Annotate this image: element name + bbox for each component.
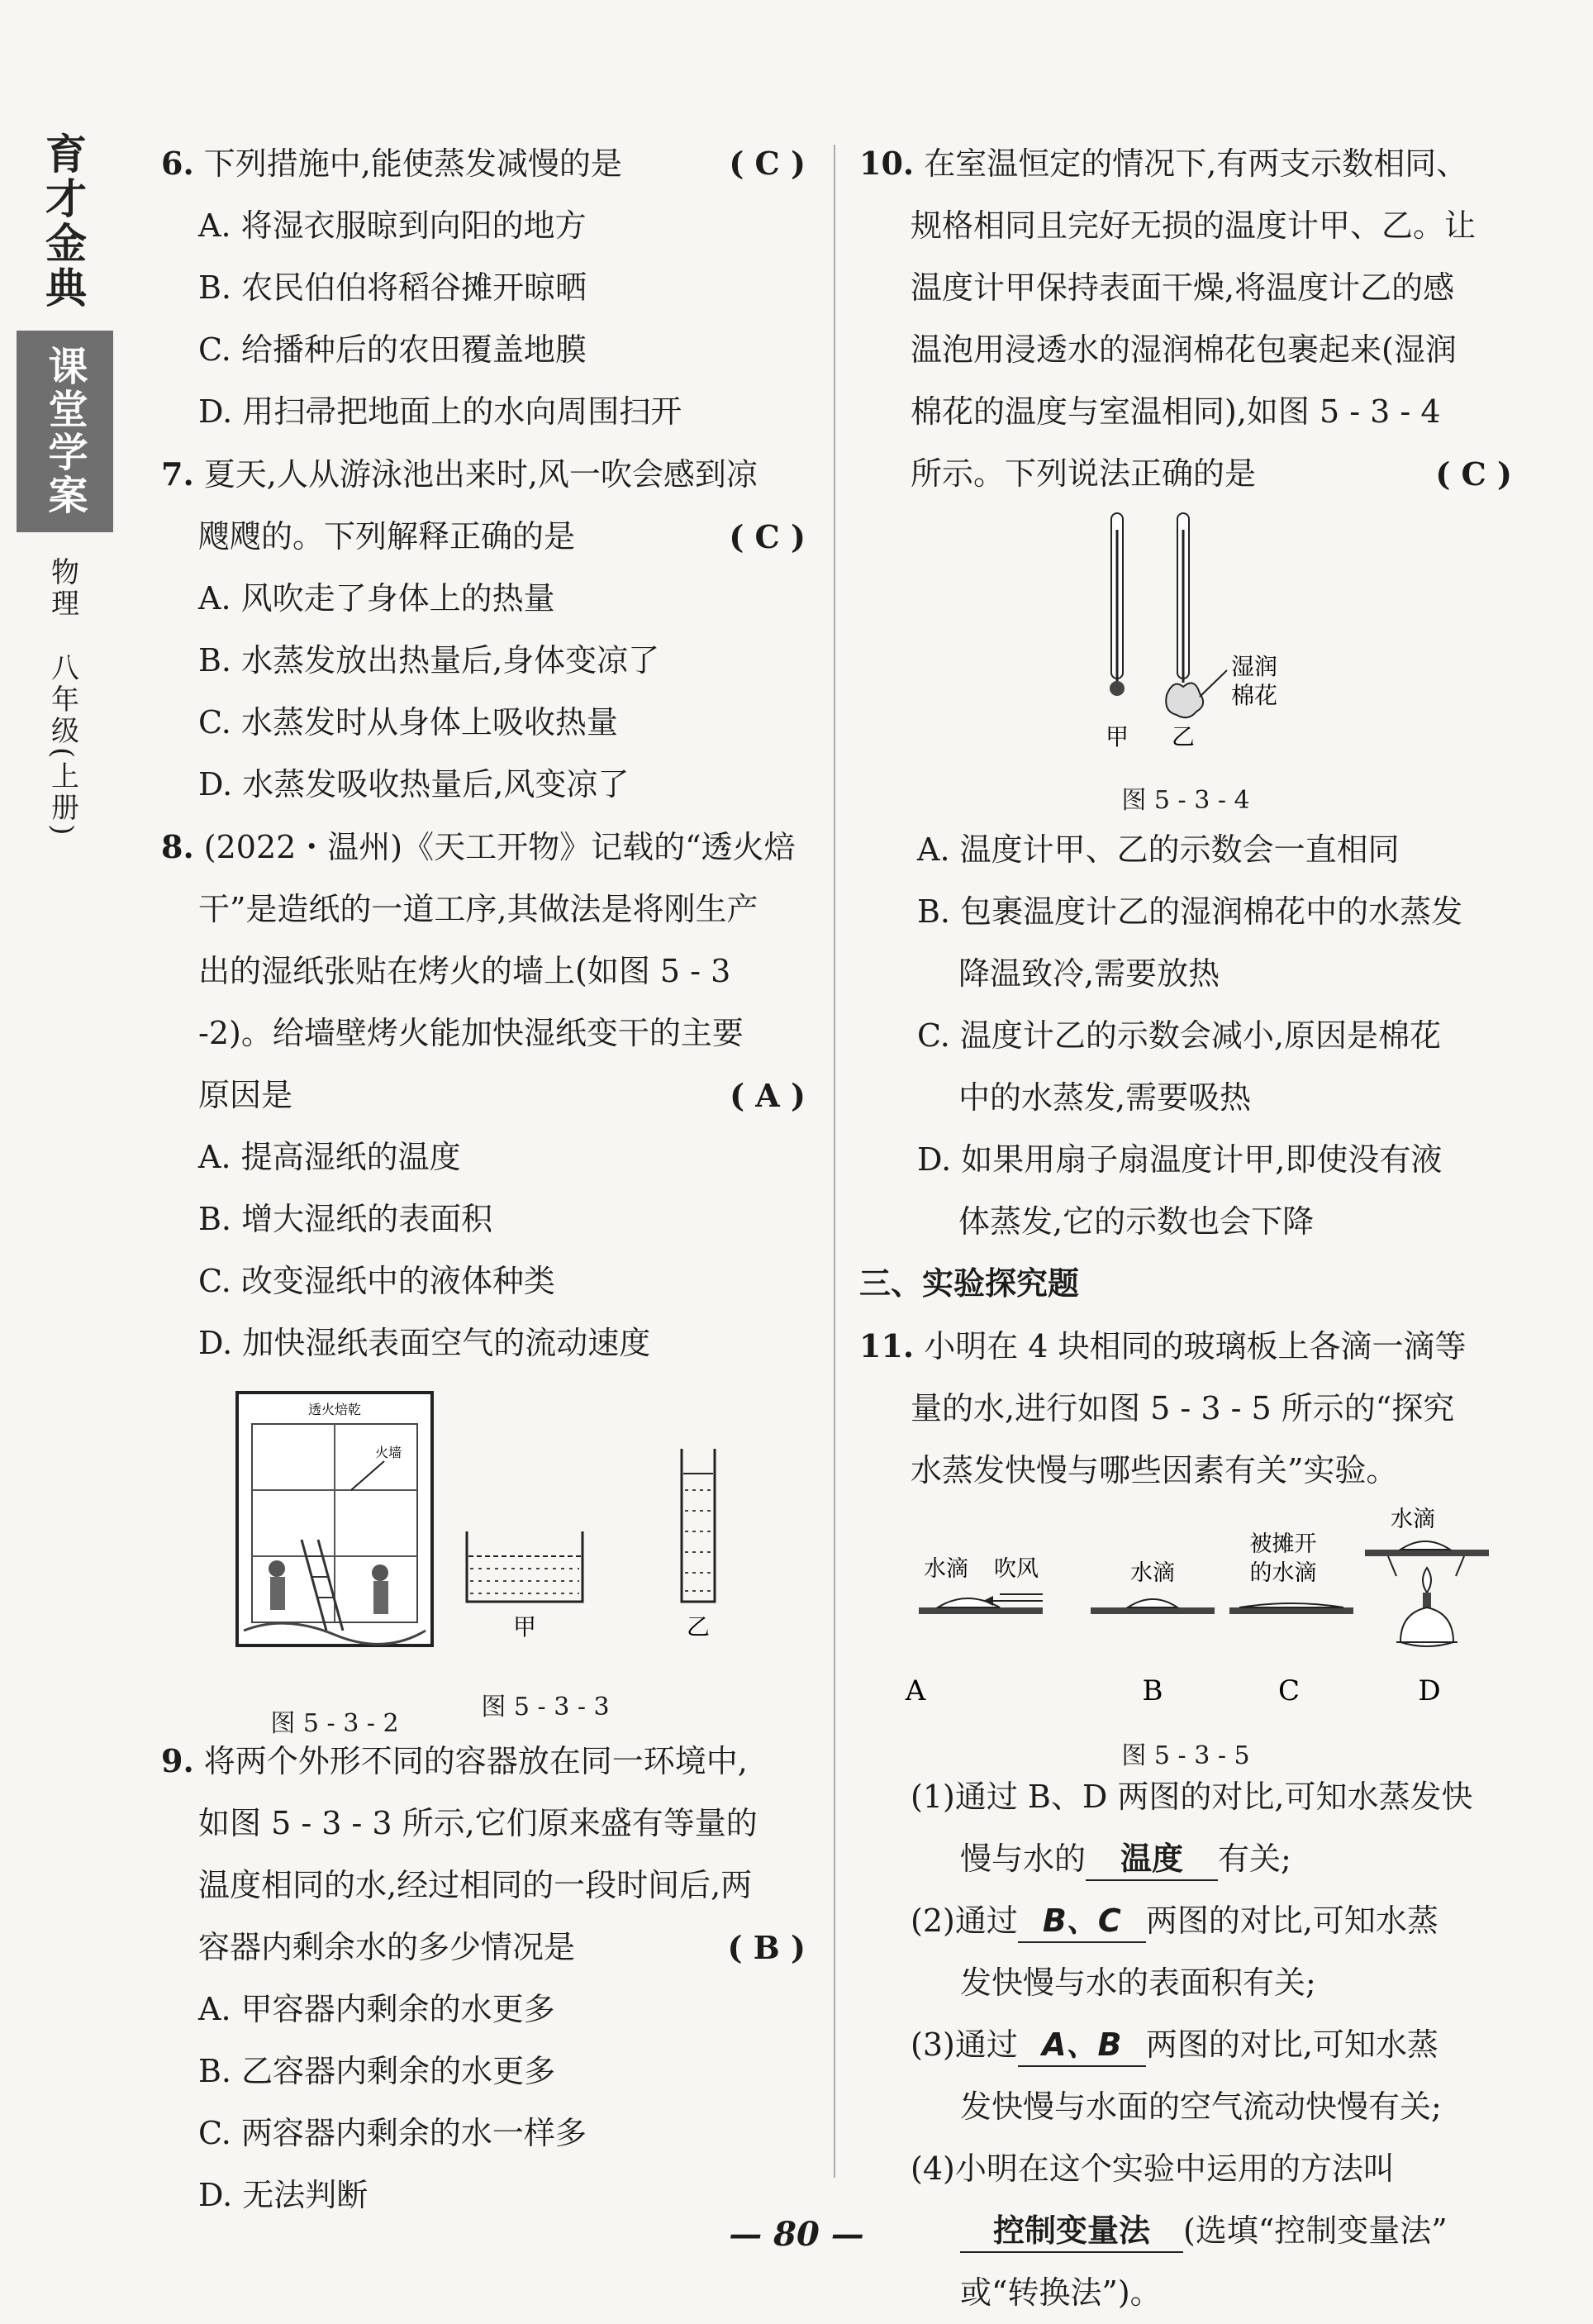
question-number: 9. (161, 1742, 194, 1779)
option-c: C. 水蒸发时从身体上吸收热量 (198, 704, 618, 741)
setup-label-a: A (905, 1674, 926, 1707)
question-stem: (2022・温州)《天工开物》记载的“透火焙 (203, 829, 796, 865)
woodcut-title: 透火焙乾 (307, 1402, 362, 1417)
figure-caption: 图 5 - 3 - 2 (270, 1709, 399, 1738)
answer-blank: 温度 (1086, 1838, 1218, 1881)
part-2-text: (2)通过 (911, 1903, 1018, 1939)
figures-row-left (161, 1391, 806, 1738)
part-3-text: 两图的对比,可知水蒸 (1145, 2026, 1438, 2063)
sidebar (17, 132, 109, 839)
label-b-drop: 水滴 (1130, 1560, 1175, 1586)
answer-mark: ( B ) (727, 1929, 806, 1966)
part-1-text: 慢与水的 (960, 1841, 1087, 1877)
option-b: B. 农民伯伯将稻谷摊开晾晒 (198, 269, 587, 306)
question-stem: 原因是 (198, 1077, 293, 1113)
label-c-bottom: 的水滴 (1249, 1560, 1317, 1586)
question-6 (161, 132, 806, 443)
part-3-text: (3)通过 (911, 2026, 1018, 2063)
question-stem: 下列措施中,能使蒸发减慢的是 (203, 145, 622, 182)
figure-5-3-5 (859, 1502, 1512, 1770)
question-stem: 温泡用浸透水的湿润棉花包裹起来(湿润 (911, 331, 1457, 368)
question-stem: 如图 5 - 3 - 3 所示,它们原来盛有等量的 (198, 1805, 758, 1841)
answer-mark: ( C ) (729, 518, 806, 555)
question-7 (161, 443, 806, 816)
woodcut-illustration (235, 1391, 434, 1647)
answer-mark: ( C ) (729, 145, 806, 182)
part-1-cont (859, 1828, 1512, 1890)
question-stem: 温度计甲保持表面干燥,将温度计乙的感 (911, 269, 1455, 306)
label-d-drop: 水滴 (1391, 1507, 1435, 1532)
question-stem: 量的水,进行如图 5 - 3 - 5 所示的“探究 (911, 1390, 1455, 1426)
question-stem: 温度相同的水,经过相同的一段时间后,两 (198, 1867, 753, 1903)
answer-blank: A、B (1018, 2024, 1146, 2067)
containers-illustration (459, 1449, 731, 1647)
option-a: A. 温度计甲、乙的示数会一直相同 (917, 831, 1400, 868)
question-stem: 在室温恒定的情况下,有两支示数相同、 (924, 145, 1468, 182)
question-stem: 规格相同且完好无损的温度计甲、乙。让 (911, 207, 1476, 244)
question-stem: 所示。下列说法正确的是 (911, 455, 1257, 492)
option-c: C. 温度计乙的示数会减小,原因是棉花 (917, 1017, 1441, 1054)
option-d: D. 加快湿纸表面空气的流动速度 (198, 1325, 651, 1361)
question-stem: 棉花的温度与室温相同),如图 5 - 3 - 4 (911, 393, 1441, 430)
part-2-cont: 发快慢与水的表面积有关; (960, 1964, 1316, 2001)
label-c-top: 被摊开 (1249, 1531, 1317, 1557)
subject-label: 物理 (45, 557, 79, 620)
option-c: C. 改变湿纸中的液体种类 (198, 1263, 555, 1299)
container-label-b: 乙 (686, 1613, 711, 1641)
option-c-cont: 中的水蒸发,需要吸热 (958, 1079, 1252, 1116)
question-10 (859, 132, 1512, 1253)
option-c: C. 给播种后的农田覆盖地膜 (198, 331, 587, 368)
question-stem: 将两个外形不同的容器放在同一环境中, (203, 1743, 748, 1779)
setup-label-d: D (1418, 1674, 1441, 1707)
setup-label-c: C (1277, 1674, 1301, 1707)
figure-caption: 图 5 - 3 - 5 (1121, 1741, 1250, 1770)
thermometer-label-b: 乙 (1171, 723, 1196, 750)
option-b-cont: 降温致冷,需要放热 (958, 955, 1220, 992)
part-2 (859, 1890, 1512, 1952)
question-number: 6. (161, 145, 194, 182)
part-4: (4)小明在这个实验中运用的方法叫 (911, 2150, 1395, 2187)
page-number: — 80 — (729, 2215, 864, 2254)
option-b: B. 包裹温度计乙的湿润棉花中的水蒸发 (917, 893, 1463, 930)
brand-title: 育才金典 (39, 132, 87, 311)
label-a-wind: 吹风 (994, 1556, 1039, 1582)
part-4-cont2: 或“转换法”)。 (960, 2274, 1162, 2311)
question-stem: 夏天,人从游泳池出来时,风一吹会感到凉 (203, 456, 758, 493)
question-9 (161, 1730, 806, 2226)
question-number: 10. (859, 145, 915, 182)
figure-5-3-3 (459, 1449, 731, 1738)
part-4-text: (选填“控制变量法” (1183, 2212, 1448, 2249)
setup-label-b: B (1142, 1674, 1163, 1707)
answer-mark: ( A ) (730, 1077, 806, 1114)
part-3-cont: 发快慢与水面的空气流动快慢有关; (960, 2088, 1442, 2125)
option-c: C. 两容器内剩余的水一样多 (198, 2115, 587, 2151)
part-2-text: 两图的对比,可知水蒸 (1145, 1903, 1438, 1939)
container-label-a: 甲 (512, 1613, 537, 1641)
series-badge: 课堂学案 (17, 331, 113, 532)
label-a-drop: 水滴 (924, 1556, 968, 1582)
option-d: D. 水蒸发吸收热量后,风变凉了 (198, 766, 630, 802)
cotton-note-2: 棉花 (1231, 682, 1278, 709)
column-divider (834, 145, 835, 2178)
question-stem: 干”是造纸的一道工序,其做法是将刚生产 (198, 891, 758, 927)
part-1-text: (1)通过 B、D 两图的对比,可知水蒸发快 (911, 1779, 1473, 1815)
option-b: B. 水蒸发放出热量后,身体变凉了 (198, 642, 660, 679)
woodcut-label: 火墙 (374, 1445, 402, 1460)
question-number: 7. (161, 455, 194, 493)
question-8 (161, 816, 806, 1374)
option-a: A. 风吹走了身体上的热量 (198, 580, 555, 617)
question-stem: 飕飕的。下列解释正确的是 (198, 518, 576, 555)
option-d: D. 如果用扇子扇温度计甲,即使没有液 (917, 1141, 1443, 1178)
question-11 (859, 1315, 1512, 2324)
option-b: B. 乙容器内剩余的水更多 (198, 2053, 556, 2089)
figure-caption: 图 5 - 3 - 4 (1121, 786, 1250, 815)
grade-label: 八年级(上册) (45, 653, 79, 839)
answer-blank: B、C (1018, 1900, 1146, 1943)
cotton-note-1: 湿润 (1231, 653, 1278, 680)
left-column (161, 132, 806, 2226)
figure-5-3-4 (859, 505, 1512, 819)
question-stem: -2)。给墙壁烤火能加快湿纸变干的主要 (198, 1015, 744, 1051)
option-a: A. 将湿衣服晾到向阳的地方 (198, 207, 587, 244)
figure-caption: 图 5 - 3 - 3 (481, 1693, 610, 1722)
question-number: 11. (859, 1327, 915, 1364)
answer-blank: 控制变量法 (960, 2210, 1183, 2253)
option-d-cont: 体蒸发,它的示数也会下降 (958, 1203, 1315, 1240)
option-a: A. 甲容器内剩余的水更多 (198, 1991, 555, 2027)
question-stem: 容器内剩余水的多少情况是 (198, 1929, 576, 1965)
section-heading: 三、实验探究题 (859, 1265, 1080, 1302)
part-3 (859, 2014, 1512, 2076)
option-b: B. 增大湿纸的表面积 (198, 1201, 493, 1237)
figure-5-3-2 (235, 1391, 434, 1755)
right-column (859, 132, 1512, 2324)
thermometers-illustration (859, 505, 1512, 769)
question-stem: 小明在 4 块相同的玻璃板上各滴一滴等 (924, 1328, 1467, 1364)
option-d: D. 无法判断 (198, 2177, 369, 2213)
option-d: D. 用扫帚把地面上的水向周围扫开 (198, 393, 682, 430)
thermometer-label-a: 甲 (1105, 723, 1129, 750)
evaporation-setup (859, 1502, 1512, 1717)
question-number: 8. (161, 828, 194, 865)
answer-mark: ( C ) (1435, 455, 1512, 493)
question-stem: 出的湿纸张贴在烤火的墙上(如图 5 - 3 (198, 953, 731, 989)
part-1-text: 有关; (1218, 1841, 1291, 1877)
option-a: A. 提高湿纸的温度 (198, 1139, 461, 1175)
question-stem: 水蒸发快慢与哪些因素有关”实验。 (911, 1452, 1398, 1488)
